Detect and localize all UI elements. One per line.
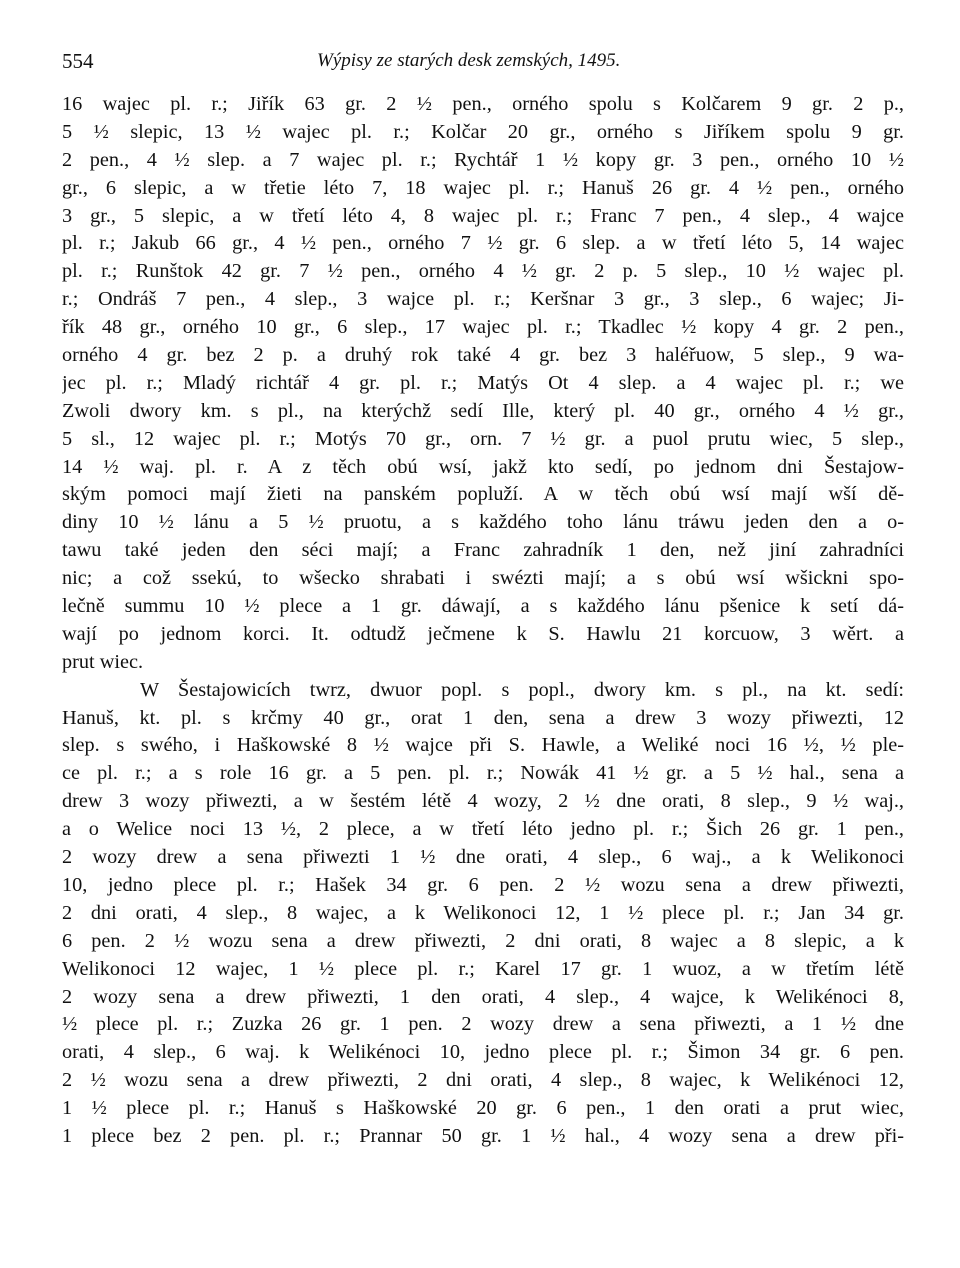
text-line: 1 plece bez 2 pen. pl. r.; Prannar 50 gr. 1 ½ hal., 4 wozy sena a drew při- [62,1124,904,1147]
text-line: ce pl. r.; a s role 16 gr. a 5 pen. pl. r.; Nowák 41 ½ gr. a 5 ½ hal., sena a [62,762,904,785]
text-line: slep. s swého, i Haškowské 8 ½ wajce při S. Hawle, a Weliké noci 16 ½, ½ ple- [62,734,904,757]
text-line: orného 4 gr. bez 2 p. a druhý rok také 4 gr. bez 3 haléřuow, 5 slep., 9 wa- [62,344,904,367]
text-line: 6 pen. 2 ½ wozu sena a drew přiwezti, 2 dni orati, 8 wajec a 8 slepic, a k [62,929,904,952]
text-line: 2 dni orati, 4 slep., 8 wajec, a k Welikonoci 12, 1 ½ plece pl. r.; Jan 34 gr. [62,901,904,924]
text-line: Hanuš, kt. pl. s krčmy 40 gr., orat 1 den, sena a drew 3 wozy přiwezti, 12 [62,706,904,729]
text-line: 14 ½ waj. pl. r. A z těch obú wsí, jakž kto sedí, po jednom dni Šestajow- [62,455,904,478]
text-line: 10, jedno plece pl. r.; Hašek 34 gr. 6 pen. 2 ½ wozu sena a drew přiwezti, [62,873,904,896]
paragraph-start-line: W Šestajowicích twrz, dwuor popl. s popl., dwory km. s pl., na kt. sedí: [140,678,904,701]
text-line: orati, 4 slep., 6 waj. k Welikénoci 10, jedno plece pl. r.; Šimon 34 gr. 6 pen. [62,1041,904,1064]
text-line: lečně summu 10 ½ plece a 1 gr. dáwají, a s každého lánu pšenice k setí dá- [62,595,904,618]
text-line: jec pl. r.; Mladý richtář 4 gr. pl. r.; Matýs Ot 4 slep. a 4 wajec pl. r.; we [62,371,904,394]
text-line: ½ plece pl. r.; Zuzka 26 gr. 1 pen. 2 wozy drew a sena přiwezti, a 1 ½ dne [62,1013,904,1036]
text-line: 2 wozy sena a drew přiwezti, 1 den orati, 4 slep., 4 wajce, k Welikénoci 8, [62,985,904,1008]
text-line: drew 3 wozy přiwezti, a w šestém létě 4 wozy, 2 ½ dne orati, 8 slep., 9 ½ waj., [62,790,904,813]
text-line: gr., 6 slepic, a w třetie léto 7, 18 wajec pl. r.; Hanuš 26 gr. 4 ½ pen., orného [62,176,904,199]
text-line: 5 ½ slepic, 13 ½ wajec pl. r.; Kolčar 20 gr., orného s Jiříkem spolu 9 gr. [62,120,904,143]
paragraph-end-line: prut wiec. [62,650,144,673]
text-line: 1 ½ plece pl. r.; Hanuš s Haškowské 20 gr. 6 pen., 1 den orati a prut wiec, [62,1097,904,1120]
text-line: ským pomoci mají žieti na panském popluží. A w těch obú wsí mají wší dě- [62,483,904,506]
text-line: Welikonoci 12 wajec, 1 ½ plece pl. r.; Karel 17 gr. 1 wuoz, a w třetím létě [62,957,904,980]
text-line: diny 10 ½ lánu a 5 ½ pruotu, a s každého toho lánu tráwu jeden den a o- [62,511,904,534]
text-line: wají po jednom korci. It. odtudž ječmene k S. Hawlu 21 korcuow, 3 wěrt. a [62,622,904,645]
text-line: 2 pen., 4 ½ slep. a 7 wajec pl. r.; Rychtář 1 ½ kopy gr. 3 pen., orného 10 ½ [62,148,904,171]
text-line: 5 sl., 12 wajec pl. r.; Motýs 70 gr., orn. 7 ½ gr. a puol prutu wiec, 5 slep., [62,427,904,450]
text-line: 2 wozy drew a sena přiwezti 1 ½ dne orati, 4 slep., 6 waj., a k Welikonoci [62,846,904,869]
text-line: pl. r.; Jakub 66 gr., 4 ½ pen., orného 7 ½ gr. 6 slep. a w třetí léto 5, 14 wajec [62,232,904,255]
text-line: 3 gr., 5 slepic, a w třetí léto 4, 8 wajec pl. r.; Franc 7 pen., 4 slep., 4 wajce [62,204,904,227]
text-line: a o Welice noci 13 ½, 2 plece, a w třetí léto jedno pl. r.; Šich 26 gr. 1 pen., [62,818,904,841]
text-line: řík 48 gr., orného 10 gr., 6 slep., 17 wajec pl. r.; Tkadlec ½ kopy 4 gr. 2 pen., [62,316,904,339]
running-head: Wýpisy ze starých desk zemských, 1495. [317,50,621,71]
page-number: 554 [62,49,94,73]
text-line: nic; a což ssekú, to wšecko shrabati i swézti mají; a s obú wsí wšickni spo- [62,567,904,590]
body-text [62,91,904,1241]
text-line: 16 wajec pl. r.; Jiřík 63 gr. 2 ½ pen., orného spolu s Kolčarem 9 gr. 2 p., [62,93,904,115]
text-line: tawu také jeden den séci mají; a Franc zahradník 1 den, než jiní zahradníci [62,539,904,562]
text-line: pl. r.; Runštok 42 gr. 7 ½ pen., orného 4 ½ gr. 2 p. 5 slep., 10 ½ wajec pl. [62,260,904,283]
text-line: 2 ½ wozu sena a drew přiwezti, 2 dni orati, 4 slep., 8 wajec, k Welikénoci 12, [62,1069,904,1092]
text-line: r.; Ondráš 7 pen., 4 slep., 3 wajce pl. r.; Keršnar 3 gr., 3 slep., 6 wajec; Ji- [62,288,904,311]
text-line: Zwoli dwory km. s pl., na kterýchž sedí Ille, který pl. 40 gr., orného 4 ½ gr., [62,399,904,422]
page-header [62,46,902,78]
